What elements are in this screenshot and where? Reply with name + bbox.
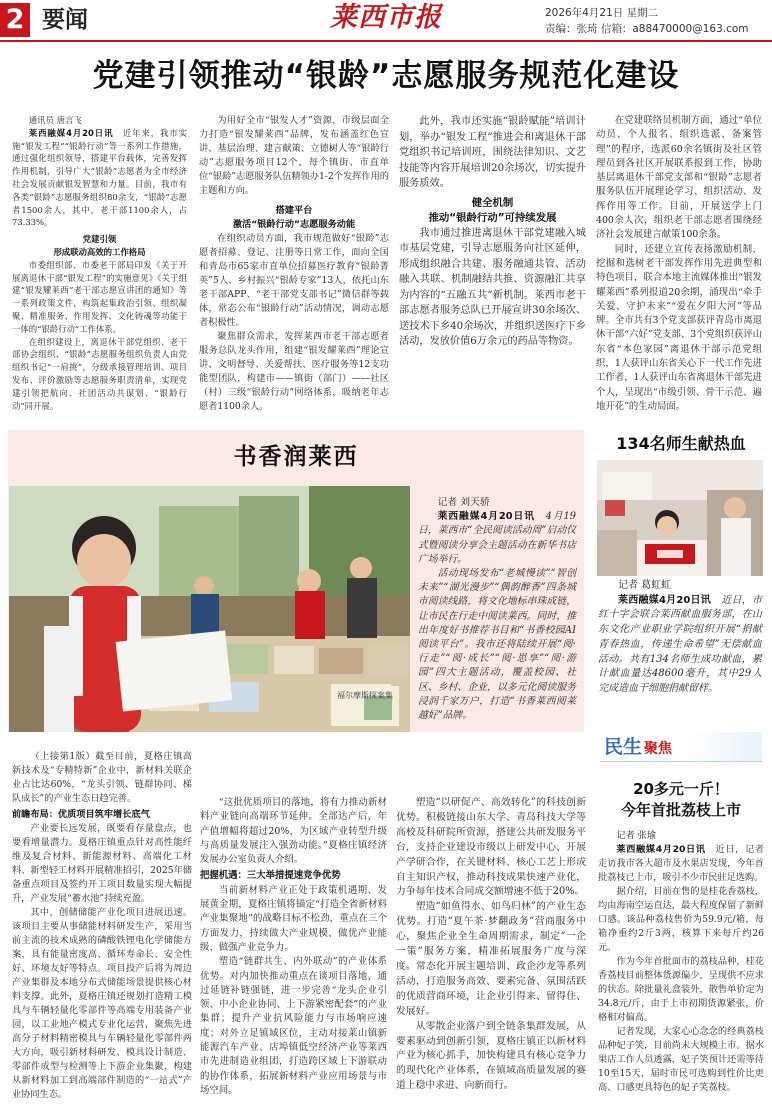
econ-para: 塑造“以研促产、高效转化”的科技创新优势。积极链接山东大学、青岛科技大学等高校及科研院所资源，搭建公共研发服务平台，支持企业建设市级以上研发中心、开展产学研合作，在关键材料、核心工艺上形成自主知识产权，推动科技成果快速产业化，力争每年技术合同成交额增速不低于20%。 (396, 797, 586, 898)
minsheng-para: 作为今年首批面市的荔枝品种，桂花香荔枝目前整体货源偏少，呈现供不应求的状态。除批量礼盒装外，散售单价定为34.8元/斤，由于上市初期货源紧张，价格相对偏高。 (598, 956, 764, 1023)
reading-dateline: 莱西融媒4月20日讯 (437, 511, 535, 523)
header-rule (0, 40, 772, 42)
reading-para: 活动现场发布“老城慢读”“智创未来”“湖光漫步”“偶韵醉香”四条城市阅读线路，将文化地标串珠成链，让市民在行走中阅读莱西。同时，推出年度好书推荐书目和“书香校园AI阅读平台”。我市还将陆续开展“阅·行走”“阅·成长”“阅·思享”“阅·游园”四大主题活动，覆盖校园、社区、乡村、企业，以多元化阅读服务浸润千家万户，打造“书香莱西阅莱越好”品牌。 (418, 568, 576, 722)
lead-col-2 (199, 114, 389, 414)
lead-para: 同时，还建立宣传表扬激励机制，挖掘和选树老干部发挥作用先进典型和特色项目，联合本地主流媒体推出“银发耀莱西”系列报道20余期，涌现出“牵手关爱、守护未来”“爱在夕阳大河”等品牌。全市共有3个党支部获评青岛市离退休干部“六好”党支部、3个党组织获评山东省“本色家园”离退休干部示范党组织，1人获评山东省关心下一代工作先进工作者，1人获评山东省离退休干部先进个人，呈现出“市级引领、骨干示范、遍地开花”的生动局面。 (596, 243, 762, 412)
econ-para: 其中，创储储能产业化项目进展迅速。该项目主要从事储能材料研发生产，采用当前主流的技术成熟的磷酸铁锂电化学储能方案，具有能量密度高、循环寿命长、安全性好、环境友好等特点。项目投产后将为周边产业集群及本地分布式储能场景提供核心材料支撑。此外，夏格庄镇还规划打造精工模具与车辆轻量化零部件等高端专用装备产业园，以工业地产模式专业化运营，聚焦先进高分子材料精密模具与车辆轻量化零部件两大方向，吸引新材料研发、模具设计制造、零部件成型与检测等上下游企业集聚，构建从新材料加工到高端部件制造的“一站式”产业协同生态。 (12, 907, 192, 1100)
page-header (0, 0, 772, 40)
lead-para: 近年来，我市实施“银发工程”“银龄行动”等一系列工作措施，通过强化组织领导，搭建平台载体，完善发挥作用机制，引导广大“银龄”志愿者为全市经济社会发展贡献银发智慧和力量。目前，我市有各类“银龄”志愿服务组织80余支，“银龄”志愿者1500余人，其中，老干部1100余人，占73.33%。 (12, 127, 188, 228)
blood-para: 近日，市红十字会联合莱西献血服务部，在山东文化产业职业学院组织开展“捐献青春热血，传递生命希望”无偿献血活动。共有134名师生成功献血，累计献血量达48600毫升，其中29人完成造血干细胞捐献留样。 (598, 594, 763, 695)
minsheng-byline: 记者 张瑜 (616, 830, 657, 841)
econ-para: （上接第1版）截至目前，夏格庄镇高新技术及“专精特新”企业中，新材料关联企业占比达60%，“龙头引领、链群协同、梯队成长”的产业生态日趋完善。 (12, 751, 192, 804)
reading-para: 4月19日，莱西市“全民阅读活动周”启动仪式暨阅读分享会主题活动在新华书店广场举行。 (418, 511, 577, 565)
page-number: 2 (5, 4, 25, 35)
lead-para: 在组织动员方面，我市规范做好“银龄”志愿者招募、登记、注册等日常工作，面向全国和青岛市65家市直单位招募医疗教育“银龄菁英”5人、乡村振兴“银龄专家”13人，依托山东老干部APP、“老干部党支部书记”微信群等载体，常态公布“银龄行动”活动情况，调动志愿者积极性。 (199, 233, 389, 328)
minsheng-headline-1: 20多元一斤！ (633, 780, 729, 798)
lead-col-4 (596, 114, 762, 414)
blood-text (598, 579, 762, 697)
lead-para: 在党建联络员机制方面，通过“单位动员、个人报名、组织选派、备案管理”的程序，选派60余名镇街及社区管理员到各社区开展联系报到工作，协助基层离退休干部党支部和“银龄”志愿者服务队伍开展理论学习、组织活动、发挥作用等工作。目前，开展送学上门400余人次，组织老干部志愿者围绕经济社会发展建言献策100余条。 (596, 115, 762, 241)
lead-para: 在组织建设上，离退休干部党组织、老干部协会组织、“银龄”志愿服务组织负责人由党组织书记“一肩挑”，分级承接管理培训、项目发布、评价激励等志愿服务职责清单，实现党建引领把航向、社团活动共谋划、“银龄行动”同开展。 (12, 336, 187, 411)
minsheng-tag-b: 聚焦 (644, 741, 673, 757)
lead-para: 聚焦群众需求，发挥莱西市老干部志愿者服务总队龙头作用，组建“银发耀莱西”理论宣讲、文明督导、关爱帮扶、医疗服务等12支功能型团队，构建市——镇街（部门）——社区（村）三级“银龄行动”网络体系，吸纳老年志愿者1100余人。 (199, 331, 389, 412)
lead-para: 为用好全市“银发人才”资源，市级层面全力打造“银发耀莱西”品牌，发布涵盖红色宣讲、基层治理、建言献策、立德树人等“银龄行动”志愿服务项目12个，每个镇街、市直单位“银龄”志愿服务队伍精领办1-2个发挥作用的主题和方向。 (199, 115, 389, 196)
reading-text (418, 496, 576, 723)
lead-dateline: 莱西融媒4月20日讯 (28, 127, 114, 138)
blood-photo (597, 460, 763, 576)
reading-byline: 记者 刘天骄 (437, 497, 490, 508)
minsheng-para: 记者发现，大家心心念念的经典荔枝品种妃子笑，目前尚未大规模上市。据水果店工作人员透露，妃子笑预计还需等待10至15天，届时市民可选购到性价比更高、口感更具特色的妃子笑荔枝。 (598, 1026, 764, 1093)
econ-para: 产业要长远发展，既要看存量盘点，也要看增量潜力。夏格庄镇重点针对高性能纤维及复合材料、新能源材料、高端化工材料、新型轻工材料开展精准招引，2025年储备重点项目及签约开工项目数量实现大幅提升，产业发展“蓄水池”持续充盈。 (12, 823, 192, 904)
lead-subhead-2: 搭建平台 (275, 205, 313, 216)
lead-col-1 (12, 114, 187, 412)
lead-byline: 通讯员 唐言飞 (28, 115, 82, 125)
minsheng-para: 据介绍，目前在售的是桂花香荔枝，均由海南空运直达，最大程度保留了新鲜口感。该品种荔枝售价为59.9元/箱，每箱净重约2斤3两，核算下来每斤约26元。 (598, 886, 764, 953)
minsheng-tag (604, 733, 672, 763)
lead-headline: 党建引领推动“银龄”志愿服务规范化建设 (92, 58, 680, 94)
masthead-logo: 莱西市报 (330, 2, 442, 33)
reading-headline: 书香润莱西 (233, 444, 359, 470)
lead-para: 市委组织部、市委老干部局印发《关于开展离退休干部“银发工程”的实施意见》《关于组建“银发耀莱西”老干部志愿宣讲团的通知》等一系列政策文件，构筑起集政治引领、组织凝聚、精准服务、作用发挥、文化铸魂等功能于一体的“银龄行动”工作体系。 (12, 259, 187, 334)
minsheng-headline-2: 今年首批荔枝上市 (620, 801, 741, 819)
editor-info: 责编：张琦 信箱：a88470000@163.com (545, 23, 749, 35)
minsheng-dateline: 莱西融媒4月20日讯 (616, 844, 706, 855)
econ-para: “这批优质项目的落地，将有力推动新材料产业链向高端环节延伸。全部达产后，年产值增幅将超过20%，为区域产业转型升级与高质量发展注入强劲动能。”夏格庄镇经济发展办公室负责人介绍。 (200, 797, 387, 866)
issue-date: 2026年4月21日 星期二 (545, 7, 659, 19)
lead-subhead-1: 党建引领 (82, 234, 117, 245)
econ-para: 从零散企业落户到全链条集群发展，从要素驱动到创新引领，夏格庄镇正以新材料产业为核心抓手，加快构建具有核心竞争力的现代化产业体系，在镇域高质量发展的赛道上稳中求进、向新而行。 (396, 1020, 586, 1092)
econ-col-1 (12, 750, 192, 1102)
photo-book-sign: 福尔摩斯探案集 (337, 691, 393, 700)
minsheng-text (598, 829, 764, 1095)
econ-subhead-1: 前瞻布局：优质项目筑牢增长底气 (12, 809, 150, 820)
minsheng-tag-a: 民生 (604, 736, 643, 758)
blood-headline: 134名师生献热血 (616, 434, 746, 453)
lead-subhead-2b: 激活“银龄行动”志愿服务动能 (232, 219, 356, 230)
lead-para: 我市通过推进离退休干部党建融入城市基层党建，引导志愿服务向社区延伸，形成组织融合共建、服务融通共管、活动融入共联、机制融结共推、资源融汇共享为内容的“五融五共”新机制。莱西市老干部志愿者服务总队已开展宣讲30余场次、送技术下乡40余场次，并组织送医疗下乡活动，发放价值6万余元的药品等物资。 (399, 227, 586, 347)
econ-col-3 (396, 750, 586, 1094)
econ-subhead-2: 把握机遇：三大举措提速竞争优势 (200, 870, 341, 882)
econ-para: 塑造“链群共生、内外联动”的产业体系优势。对内加快推动重点在谈项目落地，通过延链补链强链，进一步完善“龙头企业引领、中小企业协同、上下游紧密配套”的产业集群；提升产业抗风险能力与市场响应速度；对外立足镇域区位，主动对接莱山镇新能源汽车产业、店埠镇低空经济产业等莱西市先进制造业组团，打造跨区域上下游联动的协作体系，拓展新材料产业应用场景与市场空间。 (200, 956, 387, 1096)
lead-subhead-1b: 形成联动高效的工作格局 (53, 246, 146, 257)
blood-dateline: 莱西融媒4月20日讯 (618, 594, 712, 606)
section-name: 要闻 (42, 7, 88, 33)
lead-subhead-3: 健全机制 (471, 196, 514, 209)
lead-para: 此外，我市还实施“银龄赋能”培训计划，举办“银发工程”推进会和离退休干部党组织书记培训班，围绕法律知识、文艺技能等内容开展培训20余场次，切实提升服务质效。 (399, 116, 586, 189)
blood-byline: 记者 葛虹虹 (618, 580, 672, 591)
lead-subhead-3b: 推动“银龄行动”可持续发展 (428, 211, 557, 224)
lead-col-3 (399, 114, 586, 350)
econ-para: 当前新材料产业正处于政策机遇期、发展黄金期，夏格庄镇将锚定“打造全省新材料产业集聚地”的战略目标不松劲，重点在三个方面发力，持续做大产业规模、做优产业能级、做强产业竞争力。 (200, 884, 387, 953)
econ-col-2 (200, 750, 387, 1098)
minsheng-para: 近日，记者走访我市各大超市及水果店发现，今年首批荔枝已上市，吸引不少市民驻足选购。 (598, 844, 765, 883)
econ-para: 塑造“如鱼得水、如鸟归林”的产业生态优势。打造“夏午茶·梦翻政务”营商服务中心，聚焦企业全生命周期需求，制定“一企一策”服务方案，精准拓展服务广度与深度。常态化开展主题培训、政企沙龙等系列活动，打造服务高效、要素完备、氛围活跃的优质营商环境，让企业引得来、留得住、发展好。 (396, 901, 586, 1017)
